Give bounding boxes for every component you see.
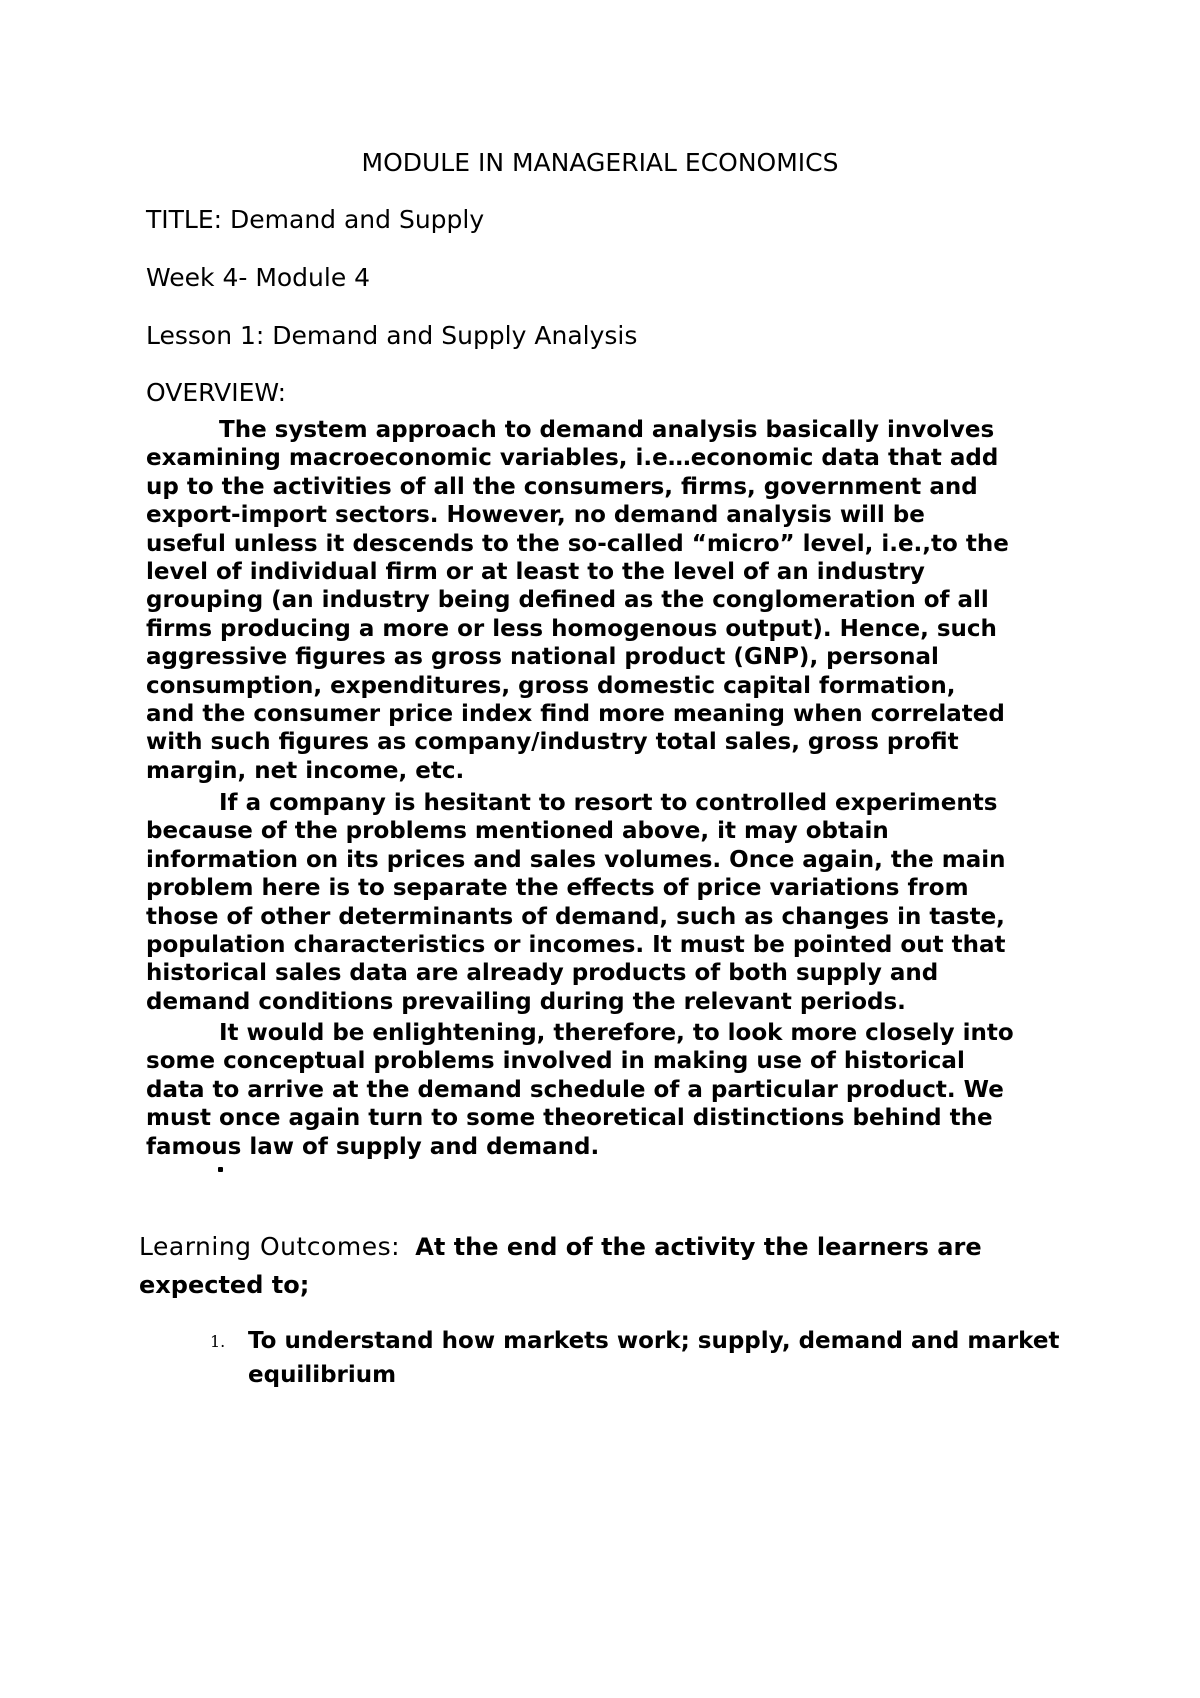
stray-dot (218, 1167, 223, 1172)
module-title: TITLE: Demand and Supply (146, 205, 485, 234)
paragraph-line: up to the activities of all the consumers, firms, government and (146, 473, 978, 500)
paragraph-line: problem here is to separate the effects of price variations from (146, 875, 969, 902)
list-item-line: equilibrium (248, 1362, 397, 1388)
paragraph-line: those of other determinants of demand, such as changes in taste, (146, 903, 1005, 930)
list-item-line: To understand how markets work; supply, demand and market (248, 1328, 1060, 1354)
paragraph-line: must once again turn to some theoretical distinctions behind the (146, 1105, 993, 1132)
learning-outcomes-list (210, 1324, 1140, 1392)
paragraph-line: grouping (an industry being defined as the conglomeration of all (146, 587, 989, 614)
learning-outcomes-intro: At the end of the activity the learners are (415, 1233, 982, 1261)
paragraph-line: famous law of supply and demand. (146, 1133, 600, 1160)
paragraph-line: examining macroeconomic variables, i.e…economic data that add (146, 445, 999, 472)
lesson-label: Lesson 1: Demand and Supply Analysis (146, 321, 638, 350)
paragraph-line: If a company is hesitant to resort to controlled experiments (219, 790, 998, 816)
paragraph-line: with such figures as company/industry total sales, gross profit (146, 729, 959, 756)
paragraph-line: margin, net income, etc. (146, 757, 465, 784)
paragraph-line: firms producing a more or less homogenous output). Hence, such (146, 615, 997, 642)
paragraph-line: It would be enlightening, therefore, to look more closely into (219, 1020, 1014, 1046)
paragraph-line: and the consumer price index find more meaning when correlated (146, 701, 1005, 728)
paragraph-line: because of the problems mentioned above, it may obtain (146, 818, 889, 845)
paragraph-line: level of individual firm or at least to the level of an industry (146, 559, 925, 586)
learning-outcomes-label: Learning Outcomes: (139, 1232, 401, 1261)
paragraph-line: consumption, expenditures, gross domestic capital formation, (146, 672, 956, 699)
paragraph-line: data to arrive at the demand schedule of a particular product. We (146, 1076, 1004, 1103)
paragraph-line: The system approach to demand analysis basically involves (219, 417, 995, 443)
learning-outcomes-intro-continued: expected to; (139, 1271, 310, 1299)
paragraph-line: historical sales data are already products of both supply and (146, 960, 939, 987)
paragraph-line: useful unless it descends to the so-called “micro” level, i.e.,to the (146, 530, 1009, 557)
week-label: Week 4- Module 4 (146, 263, 371, 292)
paragraph-line: aggressive figures as gross national product (GNP), personal (146, 644, 939, 671)
paragraph-line: some conceptual problems involved in making use of historical (146, 1048, 965, 1075)
overview-paragraph-3 (146, 1019, 1086, 1161)
overview-paragraph-1 (146, 416, 1086, 785)
document-title: MODULE IN MANAGERIAL ECONOMICS (361, 148, 839, 177)
learning-outcomes-heading (139, 1228, 1099, 1304)
paragraph-line: population characteristics or incomes. It must be pointed out that (146, 932, 1006, 959)
list-item-number: 1. (210, 1332, 226, 1351)
list-item (210, 1324, 1140, 1392)
paragraph-line: demand conditions prevailing during the relevant periods. (146, 988, 906, 1015)
overview-label: OVERVIEW: (146, 378, 287, 407)
paragraph-line: information on its prices and sales volumes. Once again, the main (146, 846, 1006, 873)
paragraph-line: export-import sectors. However, no demand analysis will be (146, 502, 925, 529)
overview-paragraph-2 (146, 789, 1086, 1016)
